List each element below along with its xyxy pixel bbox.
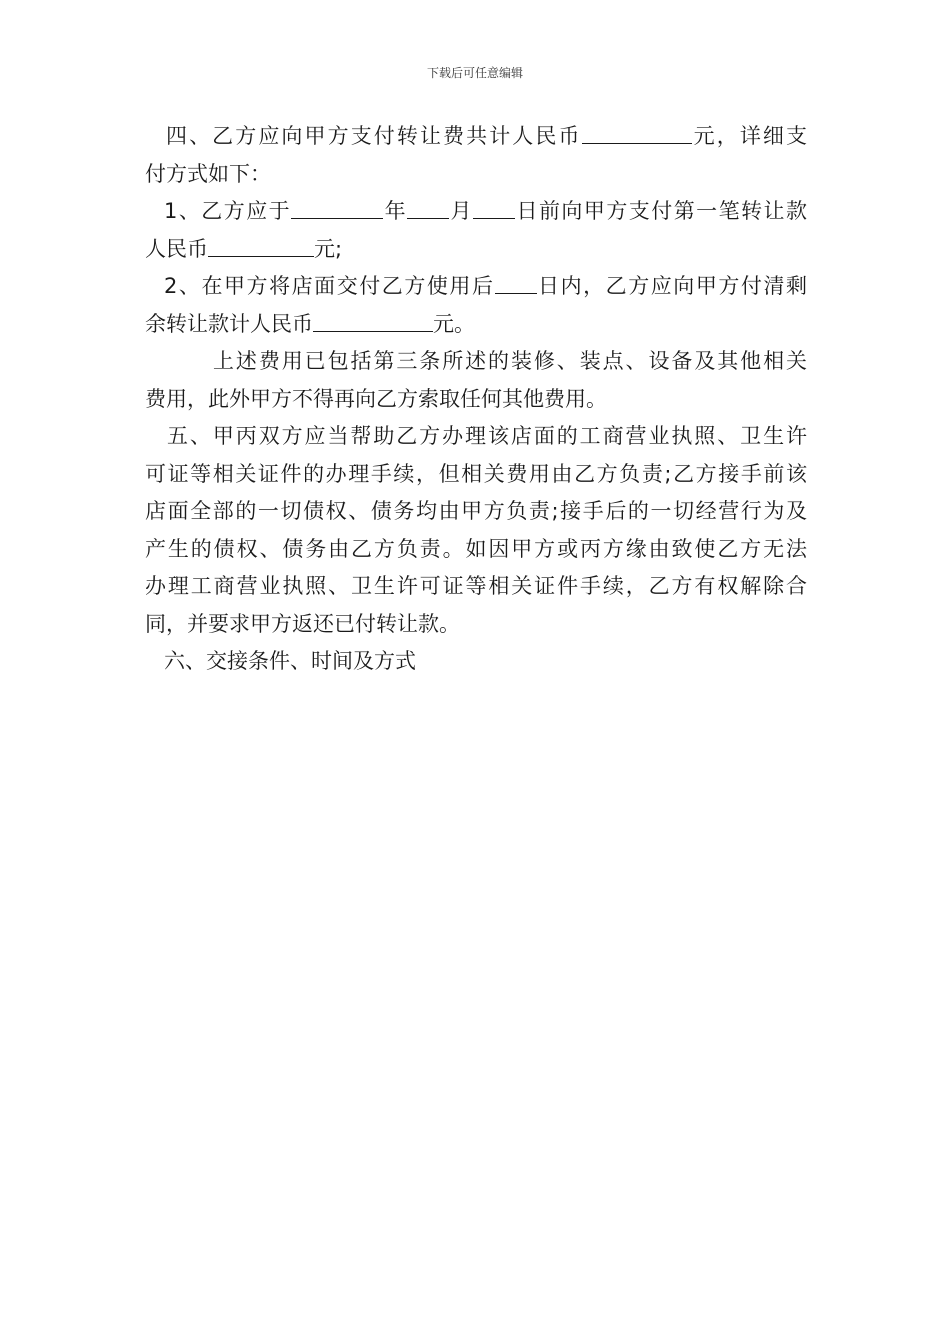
section-4-text: 元，详细支 bbox=[691, 124, 808, 148]
payment-item-text: 2、在甲方将店面交付乙方使用后 bbox=[164, 274, 495, 298]
payment-item-text: 月 bbox=[449, 199, 474, 223]
month-blank[interactable] bbox=[407, 198, 449, 219]
section-4-text: 四、乙方应向甲方支付转让费共计人民币 bbox=[166, 124, 582, 148]
section-4-line-1 bbox=[145, 118, 807, 156]
section-5-line-2: 可证等相关证件的办理手续，但相关费用由乙方负责;乙方接手前该 bbox=[145, 461, 807, 486]
section-5-line-3: 店面全部的一切债权、债务均由甲方负责;接手后的一切经营行为及 bbox=[145, 499, 807, 523]
payment-item-2-line-1 bbox=[145, 268, 807, 306]
section-5-line-5: 办理工商营业执照、卫生许可证等相关证件手续，乙方有权解除合 bbox=[145, 574, 807, 598]
payment-item-text: 日内，乙方应向甲方付清剩 bbox=[536, 274, 807, 298]
section-5-line-4: 产生的债权、债务由乙方负责。如因甲方或丙方缘由致使乙方无法 bbox=[145, 536, 807, 561]
fee-note-line-1: 上述费用已包括第三条所述的装修、装点、设备及其他相关 bbox=[213, 349, 807, 373]
payment-item-text: 人民币 bbox=[145, 236, 208, 261]
day-blank[interactable] bbox=[473, 198, 515, 219]
section-5-line-1: 五、甲丙双方应当帮助乙方办理该店面的工商营业执照、卫生许 bbox=[167, 424, 807, 448]
payment-item-1-line-1 bbox=[145, 193, 807, 231]
page-header: 下载后可任意编辑 bbox=[426, 66, 523, 80]
total-fee-blank[interactable] bbox=[582, 123, 692, 144]
remaining-payment-blank[interactable] bbox=[313, 311, 433, 332]
payment-item-text: 日前向甲方支付第一笔转让款 bbox=[515, 199, 808, 223]
payment-item-1-line-2 bbox=[145, 231, 807, 269]
document-body bbox=[145, 118, 807, 681]
section-4-line-2: 付方式如下： bbox=[145, 161, 271, 186]
days-blank[interactable] bbox=[495, 273, 537, 294]
section-6-heading: 六、交接条件、时间及方式 bbox=[164, 649, 416, 673]
fee-note-line-2: 费用，此外甲方不得再向乙方索取任何其他费用。 bbox=[145, 386, 607, 411]
payment-item-text: 元。 bbox=[433, 311, 475, 336]
payment-item-text: 年 bbox=[383, 199, 408, 223]
first-payment-blank[interactable] bbox=[208, 236, 314, 257]
year-blank[interactable] bbox=[291, 198, 383, 219]
payment-item-text: 1、乙方应于 bbox=[164, 199, 292, 223]
section-5-line-6: 同，并要求甲方返还已付转让款。 bbox=[145, 611, 460, 636]
payment-item-2-line-2 bbox=[145, 306, 807, 344]
payment-item-text: 元; bbox=[314, 236, 343, 261]
payment-item-text: 余转让款计人民币 bbox=[145, 311, 313, 336]
